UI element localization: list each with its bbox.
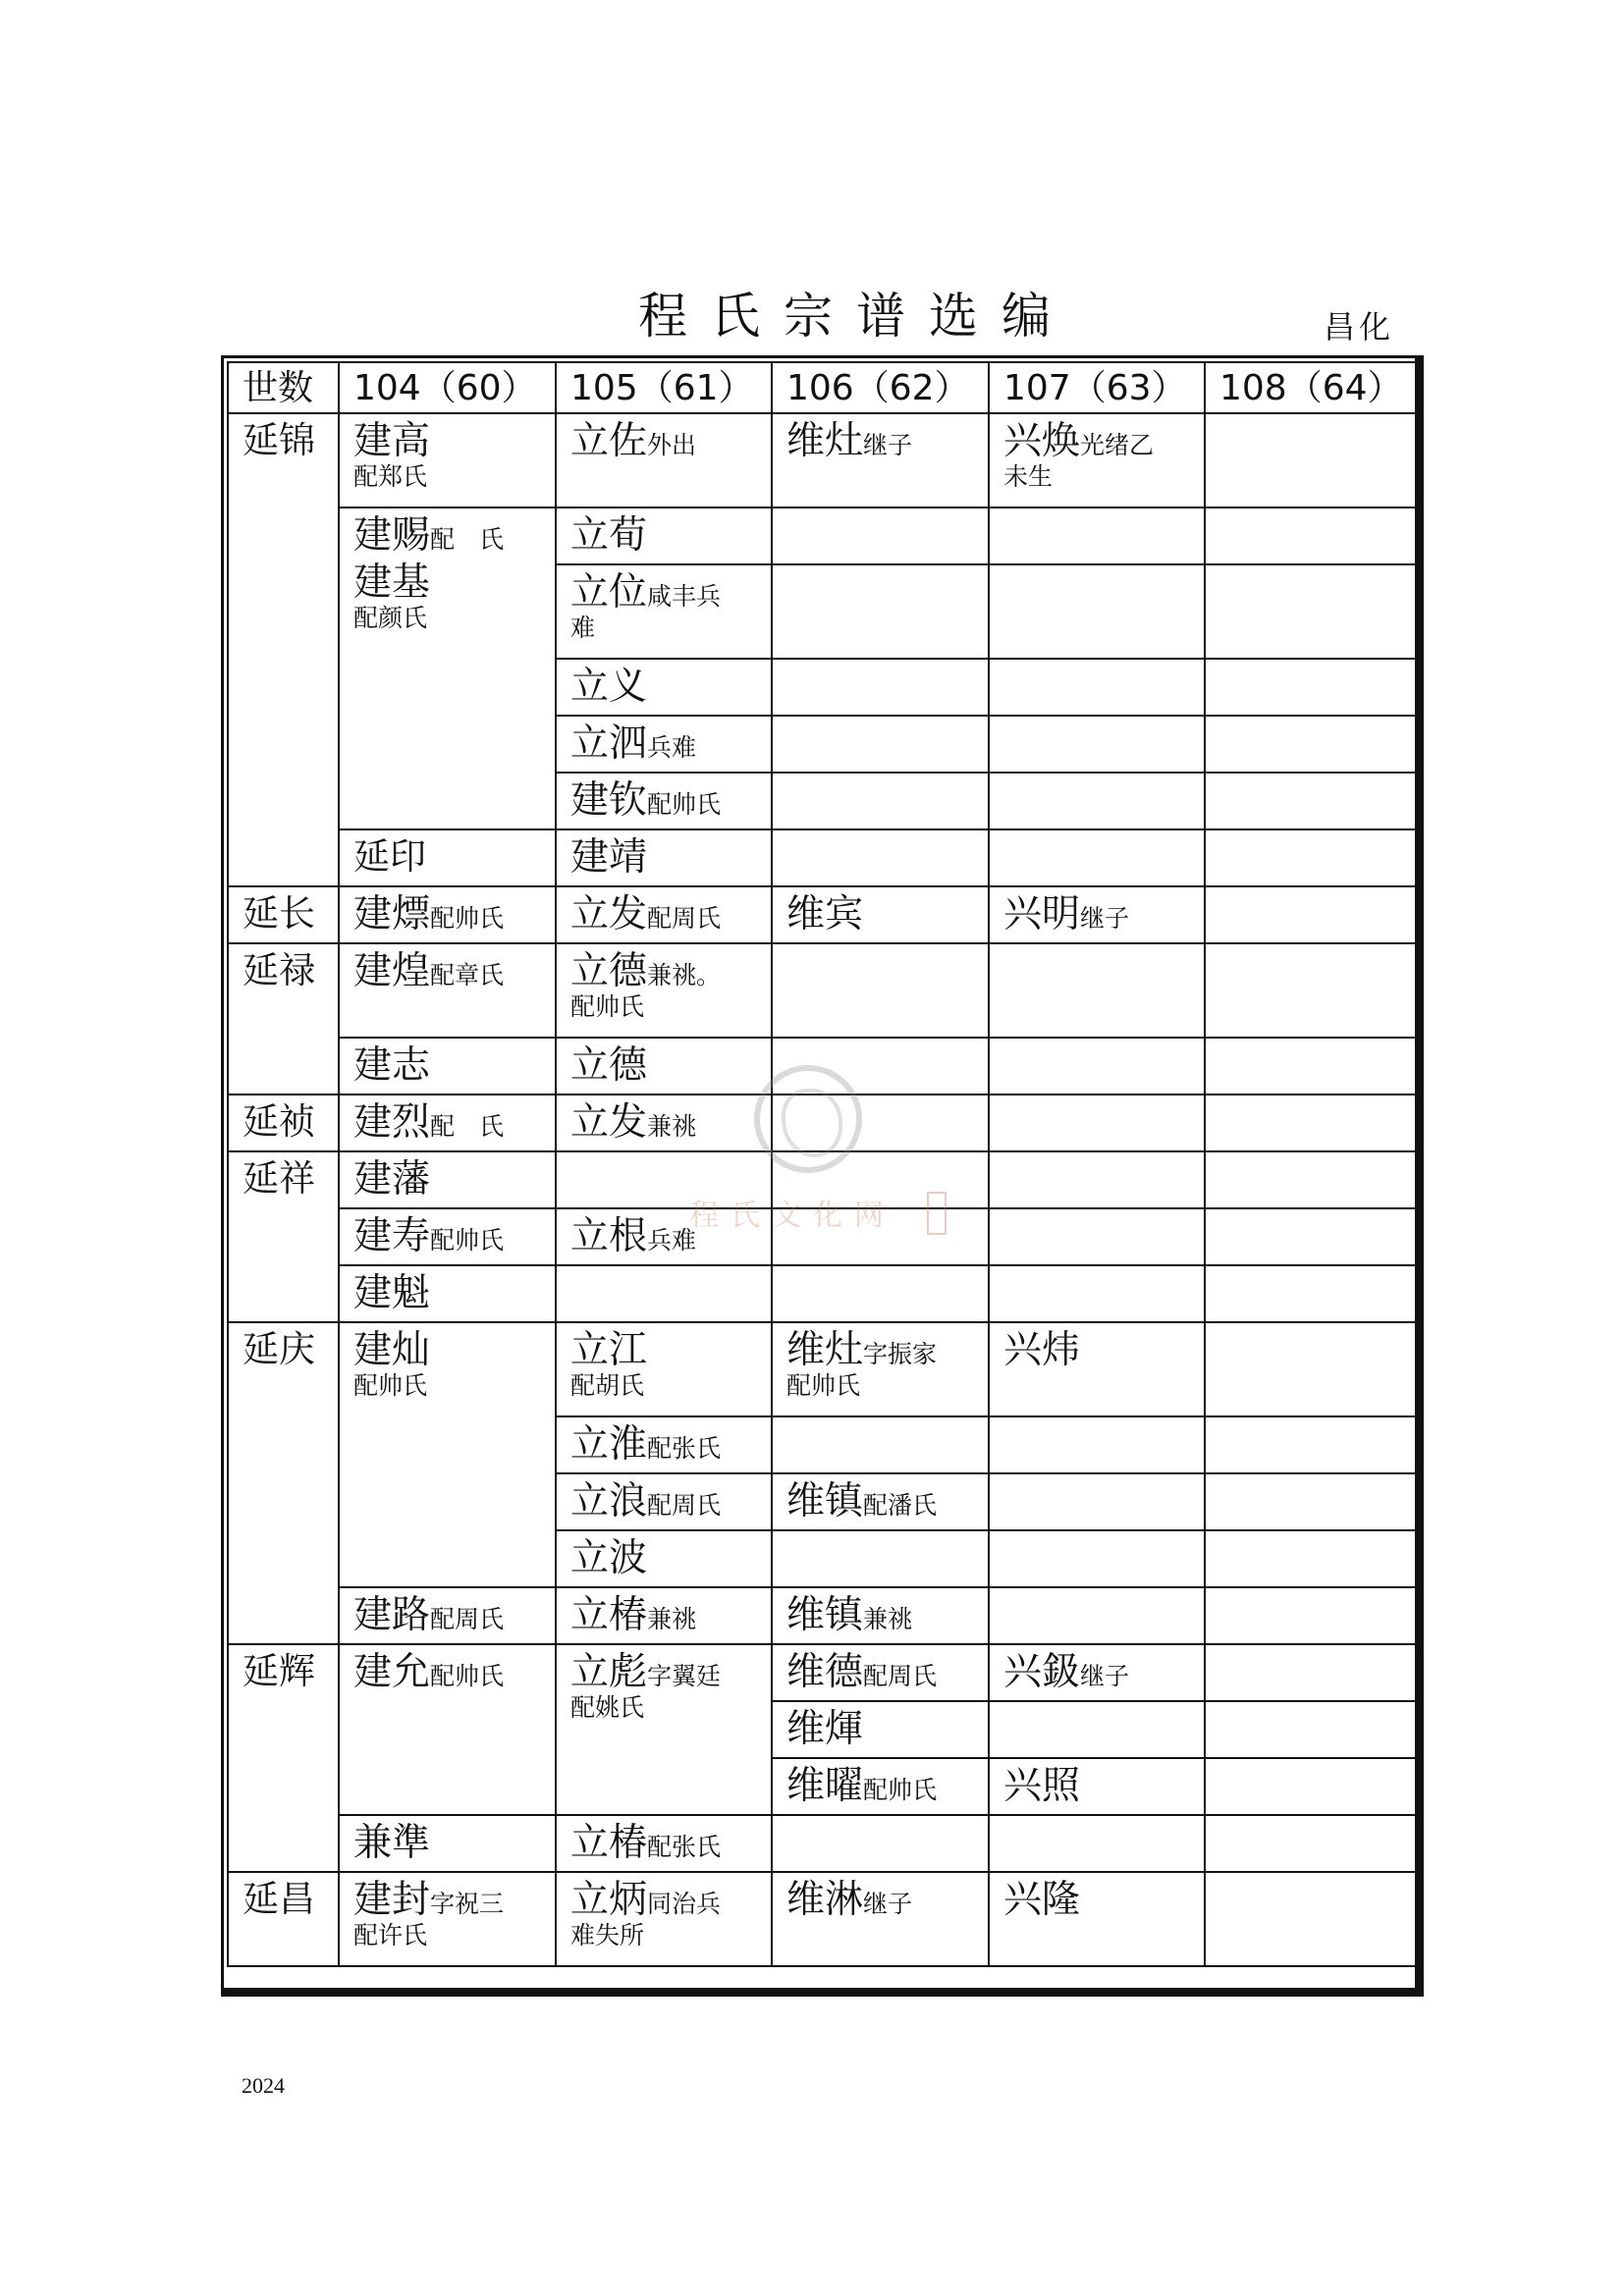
person-cell: 维煇 (772, 1701, 989, 1758)
empty-cell (772, 1265, 989, 1322)
empty-cell (1205, 1701, 1418, 1758)
table-row (228, 413, 1418, 507)
header-gen-108: 108（64） (1205, 362, 1418, 413)
header-gen-104: 104（60） (339, 362, 556, 413)
person-cell: 建高 配郑氏 (339, 413, 556, 507)
table-row (228, 886, 1418, 943)
empty-cell (989, 1701, 1205, 1758)
empty-cell (772, 564, 989, 659)
person-cell: 兴鈒继子 (989, 1644, 1205, 1701)
person-cell: 建熛配帅氏 (339, 886, 556, 943)
person-cell: 建钦配帅氏 (556, 773, 772, 829)
table-row (228, 1815, 1418, 1872)
empty-cell (772, 943, 989, 1038)
empty-cell (989, 1587, 1205, 1644)
empty-cell (772, 1530, 989, 1587)
person-cell: 立浪配周氏 (556, 1473, 772, 1530)
empty-cell (1205, 943, 1418, 1038)
empty-cell (1205, 1416, 1418, 1473)
person-cell: 立炳同治兵 难失所 (556, 1872, 772, 1966)
person-cell: 立彪字翼廷 配姚氏 (556, 1644, 772, 1815)
empty-cell (772, 829, 989, 886)
person-cell: 立波 (556, 1530, 772, 1587)
stamp-watermark-icon (927, 1192, 947, 1235)
ancestor-cell: 延禄 (228, 943, 339, 1095)
empty-cell (989, 1208, 1205, 1265)
empty-cell (989, 507, 1205, 564)
empty-cell (1205, 1151, 1418, 1208)
person-cell: 建寿配帅氏 (339, 1208, 556, 1265)
empty-cell (1205, 829, 1418, 886)
person-cell: 兼準 (339, 1815, 556, 1872)
person-cell: 立根兵难 (556, 1208, 772, 1265)
person-cell: 立椿兼祧 (556, 1587, 772, 1644)
person-cell: 维淋继子 (772, 1872, 989, 1966)
empty-cell (1205, 1644, 1418, 1701)
person-cell: 立椿配张氏 (556, 1815, 772, 1872)
person-cell: 立义 (556, 659, 772, 716)
empty-cell (1205, 564, 1418, 659)
person-cell: 兴照 (989, 1758, 1205, 1815)
empty-cell (1205, 507, 1418, 564)
empty-cell (1205, 1038, 1418, 1095)
empty-cell (1205, 1265, 1418, 1322)
ancestor-cell: 延昌 (228, 1872, 339, 1966)
person-cell: 维曜配帅氏 (772, 1758, 989, 1815)
person-cell: 立淮配张氏 (556, 1416, 772, 1473)
empty-cell (1205, 1530, 1418, 1587)
table-row (228, 1872, 1418, 1966)
empty-cell (1205, 1473, 1418, 1530)
empty-cell (1205, 1758, 1418, 1815)
person-cell: 建赐配 氏 建基 配颜氏 (339, 507, 556, 829)
person-cell: 立德 (556, 1038, 772, 1095)
person-cell: 兴焕光绪乙 未生 (989, 413, 1205, 507)
person-cell: 建封字祝三 配许氏 (339, 1872, 556, 1966)
person-cell: 建允配帅氏 (339, 1644, 556, 1815)
empty-cell (1205, 1095, 1418, 1151)
person-cell: 维镇兼祧 (772, 1587, 989, 1644)
empty-cell (1205, 716, 1418, 773)
header-gen-105: 105（61） (556, 362, 772, 413)
empty-cell (989, 1416, 1205, 1473)
person-cell: 建藩 (339, 1151, 556, 1208)
empty-cell (1205, 1208, 1418, 1265)
person-cell: 立佐外出 (556, 413, 772, 507)
empty-cell (989, 1038, 1205, 1095)
ancestor-name: 延锦 (243, 419, 315, 461)
table-row (228, 1265, 1418, 1322)
table-row (228, 507, 1418, 564)
table-row (228, 1587, 1418, 1644)
empty-cell (772, 659, 989, 716)
empty-cell (989, 1095, 1205, 1151)
ancestor-cell: 延庆 (228, 1322, 339, 1644)
empty-cell (1205, 413, 1418, 507)
person-cell: 维宾 (772, 886, 989, 943)
person-cell: 建灿 配帅氏 (339, 1322, 556, 1587)
person-cell: 兴明继子 (989, 886, 1205, 943)
empty-cell (1205, 1322, 1418, 1416)
person-cell: 立泗兵难 (556, 716, 772, 773)
person-cell: 维灶继子 (772, 413, 989, 507)
empty-cell (989, 1151, 1205, 1208)
table-row (228, 1322, 1418, 1416)
ancestor-cell: 延辉 (228, 1644, 339, 1872)
person-cell: 立发配周氏 (556, 886, 772, 943)
empty-cell (772, 773, 989, 829)
header-gen-106: 106（62） (772, 362, 989, 413)
empty-cell (989, 659, 1205, 716)
empty-cell (989, 716, 1205, 773)
person-cell: 建煌配章氏 (339, 943, 556, 1038)
header-gen-107: 107（63） (989, 362, 1205, 413)
person-cell: 维德配周氏 (772, 1644, 989, 1701)
seal-watermark-icon (754, 1065, 862, 1173)
table-row (228, 943, 1418, 1038)
table-row (228, 829, 1418, 886)
empty-cell (1205, 886, 1418, 943)
page-number: 2024 (242, 2073, 285, 2098)
empty-cell (989, 829, 1205, 886)
person-cell: 兴隆 (989, 1872, 1205, 1966)
header-generation: 世数 (228, 362, 339, 413)
person-cell: 建烈配 氏 (339, 1095, 556, 1151)
empty-cell (1205, 1815, 1418, 1872)
empty-cell (772, 716, 989, 773)
ancestor-cell: 延长 (228, 886, 339, 943)
empty-cell (772, 1416, 989, 1473)
empty-cell (989, 1530, 1205, 1587)
person-cell: 维灶字振家 配帅氏 (772, 1322, 989, 1416)
ancestor-cell: 延祥 (228, 1151, 339, 1322)
empty-cell (772, 1815, 989, 1872)
empty-cell (989, 1265, 1205, 1322)
header-row (228, 362, 1418, 413)
empty-cell (989, 564, 1205, 659)
person-cell: 建志 (339, 1038, 556, 1095)
empty-cell (556, 1265, 772, 1322)
person-cell: 立德兼祧。 配帅氏 (556, 943, 772, 1038)
empty-cell (989, 943, 1205, 1038)
person-cell: 建靖 (556, 829, 772, 886)
region-label: 昌化 (1324, 308, 1395, 346)
empty-cell (1205, 1872, 1418, 1966)
person-cell: 立江 配胡氏 (556, 1322, 772, 1416)
empty-cell (989, 773, 1205, 829)
ancestor-cell: 延祯 (228, 1095, 339, 1151)
person-cell: 立荀 (556, 507, 772, 564)
empty-cell (1205, 659, 1418, 716)
person-cell: 建路配周氏 (339, 1587, 556, 1644)
empty-cell (989, 1473, 1205, 1530)
empty-cell (772, 507, 989, 564)
person-cell: 建魁 (339, 1265, 556, 1322)
empty-cell (1205, 773, 1418, 829)
empty-cell (1205, 1587, 1418, 1644)
ancestor-cell (228, 413, 339, 886)
watermark-text: 程氏文化网 (689, 1199, 895, 1233)
ancestor-cell: 延印 (339, 829, 556, 886)
empty-cell (989, 1815, 1205, 1872)
table-row (228, 1644, 1418, 1701)
document-title: 程氏宗谱选编 (638, 288, 1074, 345)
person-cell: 维镇配潘氏 (772, 1473, 989, 1530)
person-cell: 立位咸丰兵 难 (556, 564, 772, 659)
person-cell: 立发兼祧 (556, 1095, 772, 1151)
person-cell: 兴炜 (989, 1322, 1205, 1416)
